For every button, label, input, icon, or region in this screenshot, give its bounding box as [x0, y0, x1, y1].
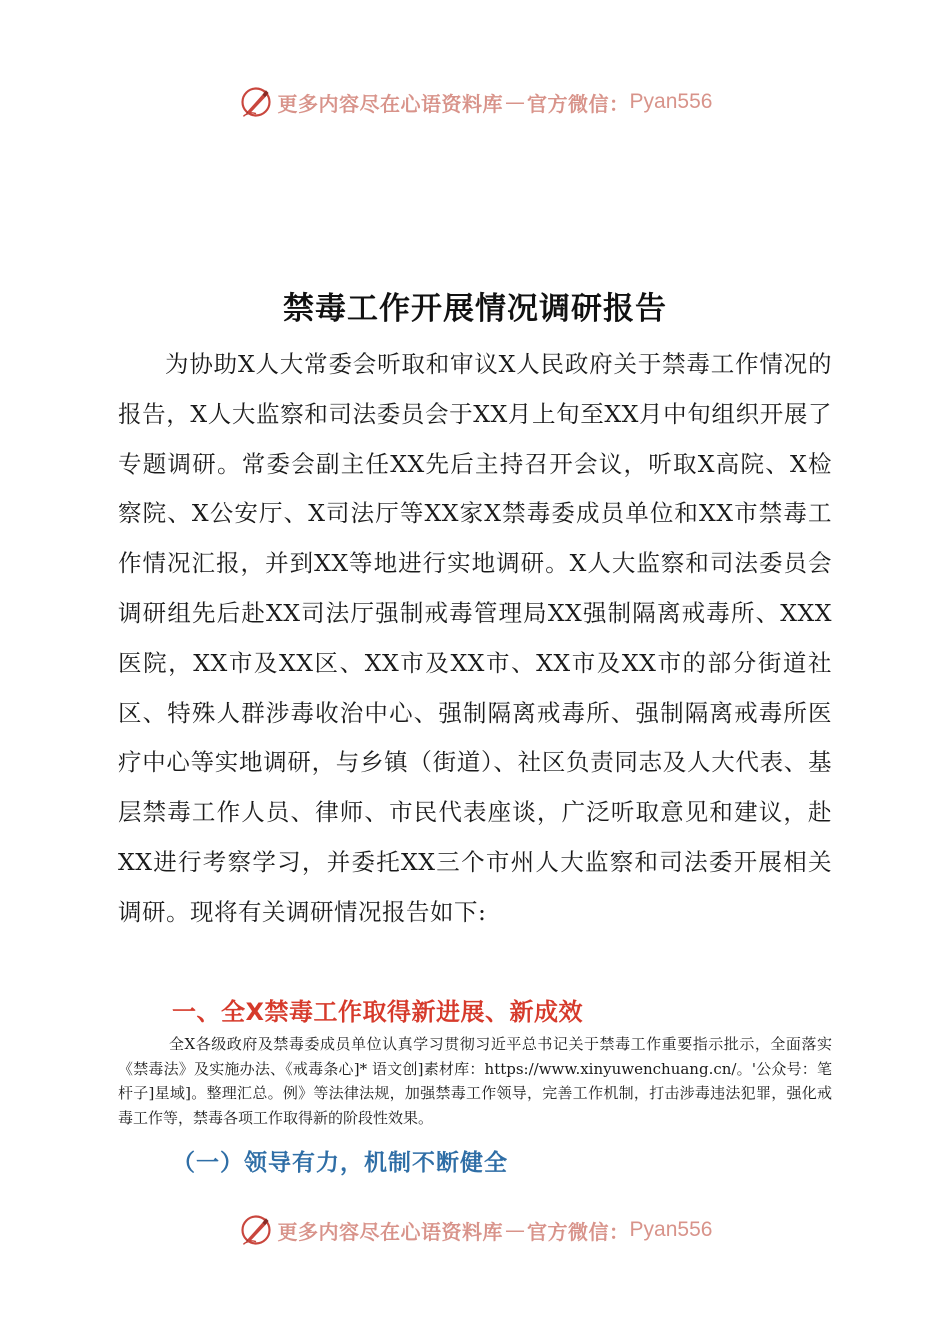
document-title: 禁毒工作开展情况调研报告: [283, 290, 667, 327]
banner-label: 官方微信：: [527, 91, 630, 116]
header-watermark-banner: [0, 80, 950, 124]
intro-paragraph: 为协助X人大常委会听取和审议X人民政府关于禁毒工作情况的报告，X人大监察和司法委员会于XX月上旬至XX月中旬组织开展了专题调研。常委会副主任XX先后主持召开会议，听取X高院、X检察院、X公安厅、X司法厅等XX家X禁毒委成员单位和XX市禁毒工作情况汇报，并到XX等地进行实地调研。X人大监察和司法委员会调研组先后赴XX司法厅强制戒毒管理局XX强制隔离戒毒所、XXX医院，XX市及XX区、XX市及XX市、XX市及XX市的部分街道社区、特殊人群涉毒收治中心、强制隔离戒毒所、强制隔离戒毒所医疗中心等实地调研，与乡镇（街道）、社区负责同志及人大代表、基层禁毒工作人员、律师、市民代表座谈，广泛听取意见和建议，赴XX进行考察学习，并委托XX三个市州人大监察和司法委开展相关调研。现将有关调研情况报告如下:: [118, 350, 832, 926]
pen-nib-logo-icon: [238, 1212, 274, 1248]
subsection-1-heading: （一）领导有力，机制不断健全: [172, 1149, 508, 1176]
pen-nib-logo-icon: [238, 84, 274, 120]
banner-dash: —: [505, 1218, 526, 1242]
banner-text: 更多内容尽在心语资料库: [277, 91, 504, 116]
banner-wechat-id: Pyan556: [629, 90, 713, 113]
footer-watermark-banner: [0, 1208, 950, 1252]
section-1-paragraph: 全X各级政府及禁毒委成员单位认真学习贯彻习近平总书记关于禁毒工作重要指示批示，全面落实《禁毒法》及实施办法、《戒毒条心]* 语文创]素材库：https://www.xinyuwenchuang.cn/。'公众号：笔杆子]星域]。整理汇总。例》等法律法规，加强禁毒工作领导，完善工作机制，打击涉毒违法犯罪，强化戒毒工作等，禁毒各项工作取得新的阶段性效果。: [118, 1035, 832, 1127]
section-1-heading: 一、全X禁毒工作取得新进展、新成效: [172, 998, 584, 1026]
banner-wechat-id: Pyan556: [629, 1218, 713, 1241]
banner-label: 官方微信：: [527, 1219, 630, 1244]
banner-text: 更多内容尽在心语资料库: [277, 1219, 504, 1244]
banner-dash: —: [505, 90, 526, 114]
